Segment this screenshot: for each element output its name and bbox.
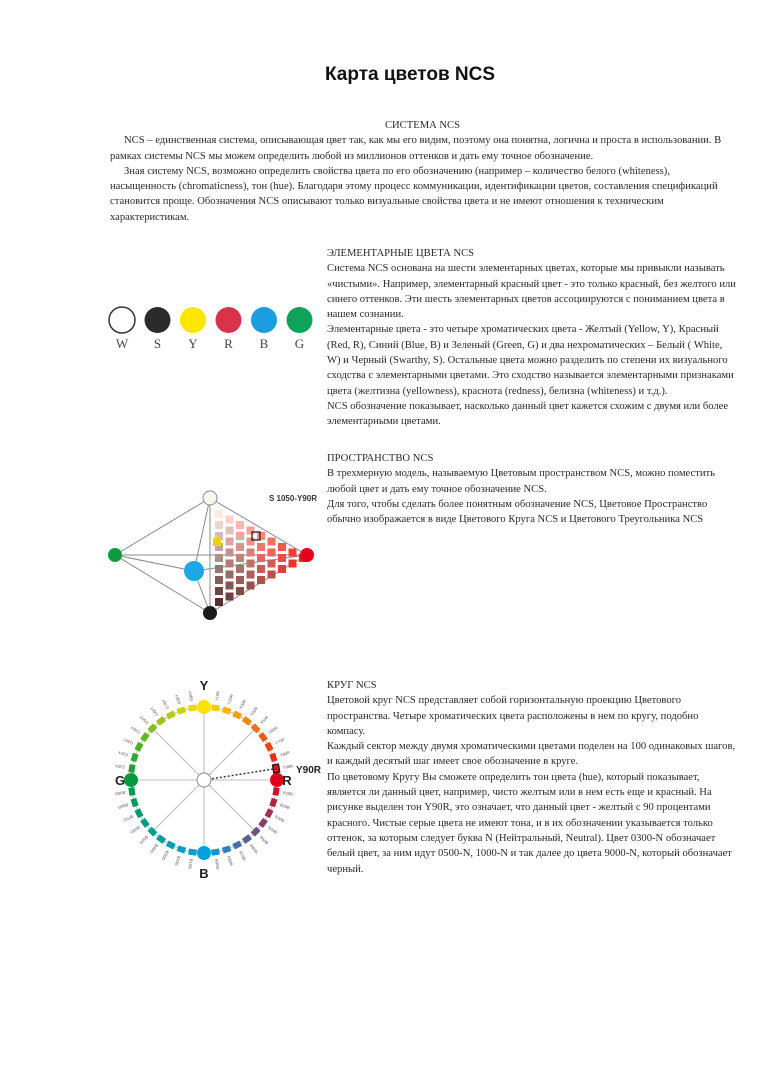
color-sample bbox=[268, 571, 276, 579]
hue-label: R30B bbox=[274, 814, 286, 824]
color-sample bbox=[257, 532, 265, 540]
hue-swatch bbox=[130, 798, 138, 807]
color-sample bbox=[226, 549, 234, 557]
hue-swatch bbox=[177, 706, 186, 714]
swatch-letter: R bbox=[224, 336, 233, 351]
blue-pole bbox=[184, 561, 204, 581]
color-sample bbox=[257, 576, 265, 584]
spoke-line bbox=[152, 780, 204, 832]
color-sample bbox=[236, 554, 244, 562]
color-sample bbox=[257, 543, 265, 551]
hue-label: B30G bbox=[160, 850, 170, 862]
hue-segment bbox=[222, 706, 231, 714]
color-sample bbox=[226, 527, 234, 535]
hue-segment bbox=[134, 808, 143, 818]
highlight-line bbox=[204, 769, 276, 780]
edge-line bbox=[194, 498, 210, 571]
swatch-b bbox=[251, 307, 277, 333]
color-sample bbox=[236, 576, 244, 584]
color-sample bbox=[226, 593, 234, 601]
hue-label: Y10R bbox=[214, 690, 221, 702]
paragraph: NCS – единственная система, описывающая цвет так, как мы его видим, поэтому она понятна, логична и проста в использовании. В рамках системы NCS мы можем определить любой из миллионов оттенков и дать ему точное обозначение. bbox=[110, 135, 722, 162]
hue-label: B60G bbox=[129, 824, 141, 835]
notation-label: S 1050-Y90R bbox=[268, 494, 317, 503]
hue-label: Y90R bbox=[282, 763, 294, 770]
color-sample bbox=[268, 538, 276, 546]
yellow-sample bbox=[213, 538, 221, 546]
swatch-letter: G bbox=[294, 336, 305, 351]
color-sample bbox=[278, 554, 286, 562]
hue-label: B40G bbox=[149, 843, 160, 855]
pole-label: R bbox=[282, 773, 292, 788]
swatch-letter: B bbox=[259, 336, 269, 351]
hue-label: Y50R bbox=[258, 714, 270, 726]
hue-swatch bbox=[211, 704, 220, 711]
hue-segment bbox=[211, 704, 220, 711]
hue-label: R80B bbox=[226, 855, 235, 867]
swatch-letter: S bbox=[153, 336, 162, 351]
spoke-line bbox=[204, 728, 256, 780]
color-sample bbox=[236, 587, 244, 595]
hue-label: R20B bbox=[279, 802, 291, 811]
color-sample bbox=[215, 587, 223, 595]
color-sample bbox=[215, 510, 223, 518]
color-sample bbox=[268, 560, 276, 568]
hue-segment bbox=[130, 753, 138, 762]
pole-g bbox=[124, 773, 138, 787]
hue-swatch bbox=[188, 704, 197, 711]
swatch-letter: Y bbox=[188, 336, 198, 351]
color-sample bbox=[226, 571, 234, 579]
red-pole bbox=[300, 548, 314, 562]
color-sample bbox=[289, 549, 297, 557]
pole-label: B bbox=[199, 866, 209, 880]
hue-segment bbox=[269, 798, 277, 807]
hue-swatch bbox=[265, 742, 274, 752]
hue-label: G50Y bbox=[138, 714, 150, 726]
hue-swatch bbox=[269, 798, 277, 807]
highlight-label: Y90R bbox=[296, 765, 322, 776]
swatch-g bbox=[287, 307, 313, 333]
hue-swatch bbox=[130, 753, 138, 762]
color-sample bbox=[247, 582, 255, 590]
hue-segment bbox=[273, 787, 280, 796]
hue-segment bbox=[134, 742, 143, 752]
green-pole bbox=[108, 548, 122, 562]
color-sample bbox=[236, 532, 244, 540]
hue-label: G30Y bbox=[122, 736, 134, 746]
section-elementary bbox=[115, 246, 737, 451]
hue-label: G70Y bbox=[160, 698, 170, 710]
color-sample bbox=[247, 560, 255, 568]
color-sample bbox=[226, 538, 234, 546]
hue-label: B90G bbox=[114, 790, 126, 797]
hue-swatch bbox=[222, 845, 231, 853]
paragraph: Зная систему NCS, возможно определить свойства цвета по его обозначению (например – количество белого (whiteness), насыщенность (chromaticness), тон (hue). Благодаря этому процесс коммуникации, идентификации цветов, составления спецификаций становится проще. Обозначения NCS описывают только визуальные свойства цвета и не имеют отношения к техническим характеристикам. bbox=[110, 165, 718, 223]
paragraph: Система NCS основана на шести элементарных цветах, которые мы привыкли называть «чистыми». Например, элементарный красный цвет - это только красный, без желтого или синего оттенков. Эти шесть элементарных цветов ассоциируются с пониманием цвета в нашем сознании. bbox=[327, 263, 736, 321]
color-sample bbox=[236, 521, 244, 529]
hue-swatch bbox=[269, 753, 277, 762]
hue-swatch bbox=[134, 808, 143, 818]
color-sample bbox=[215, 565, 223, 573]
hue-swatch bbox=[128, 787, 135, 796]
section-heading: КРУГ NCS bbox=[327, 680, 377, 691]
hue-segment bbox=[130, 798, 138, 807]
hue-label: B80G bbox=[117, 802, 129, 811]
hue-swatch bbox=[188, 849, 197, 856]
color-sample bbox=[226, 560, 234, 568]
section-heading: ПРОСТРАНСТВО NCS bbox=[327, 453, 434, 464]
section-circle bbox=[114, 678, 737, 880]
hue-segment bbox=[232, 710, 242, 719]
hue-label: R50B bbox=[258, 834, 270, 846]
hue-swatch bbox=[265, 808, 274, 818]
section-heading: ЭЛЕМЕНТАРНЫЕ ЦВЕТА NCS bbox=[327, 248, 475, 259]
paragraph: Каждый сектор между двумя хроматическими цветами поделен на 100 одинаковых шагов, и каждый десятый шаг имеет свое обозначение в круге. bbox=[327, 741, 736, 768]
color-sample bbox=[268, 549, 276, 557]
hue-label: B50G bbox=[138, 834, 150, 846]
page-title: Карта цветов NCS bbox=[324, 64, 496, 85]
hue-label: G20Y bbox=[117, 749, 129, 758]
hue-label: Y30R bbox=[238, 698, 248, 710]
swatch-r bbox=[216, 307, 242, 333]
hue-label: B70G bbox=[122, 814, 134, 824]
swatch-s bbox=[145, 307, 171, 333]
hue-label: R60B bbox=[248, 843, 259, 855]
hue-swatch bbox=[232, 841, 242, 850]
hue-swatch bbox=[128, 764, 135, 773]
hue-label: Y20R bbox=[226, 693, 235, 705]
hue-segment bbox=[269, 753, 277, 762]
color-wheel-figure bbox=[105, 680, 327, 880]
hue-label: G90Y bbox=[187, 690, 194, 702]
white-pole bbox=[203, 491, 217, 505]
hue-segment bbox=[128, 787, 135, 796]
neutral-center bbox=[197, 773, 211, 787]
elementary-colors-figure bbox=[105, 304, 325, 354]
hue-label: G40Y bbox=[129, 725, 141, 736]
hue-swatch bbox=[166, 841, 176, 850]
hue-swatch bbox=[222, 706, 231, 714]
pole-label: Y bbox=[199, 680, 209, 693]
hue-swatch bbox=[232, 710, 242, 719]
pole-b bbox=[197, 846, 211, 860]
paragraph: Цветовой круг NCS представляет собой горизонтальную проекцию Цветового пространства. Четыре хроматических цвета расположены в нем по кругу, подобно компасу. bbox=[327, 695, 699, 737]
spoke-line bbox=[152, 728, 204, 780]
hue-segment bbox=[265, 742, 274, 752]
edge-line bbox=[115, 498, 210, 555]
hue-segment bbox=[188, 849, 197, 856]
section-space bbox=[268, 451, 737, 678]
color-sample bbox=[278, 543, 286, 551]
swatch-letter: W bbox=[115, 336, 129, 351]
hue-swatch bbox=[134, 742, 143, 752]
color-space-figure bbox=[105, 482, 325, 627]
hue-label: R40B bbox=[267, 824, 279, 835]
hue-segment bbox=[232, 841, 242, 850]
color-sample bbox=[257, 554, 265, 562]
page-body bbox=[0, 118, 768, 880]
hue-label: G10Y bbox=[114, 763, 126, 770]
hue-label: Y40R bbox=[248, 705, 259, 717]
hue-label: B20G bbox=[173, 855, 182, 867]
color-sample bbox=[236, 565, 244, 573]
paragraph: Элементарные цвета - это четыре хроматических цвета - Желтый (Yellow, Y), Красный (Red, R), Синий (Blue, B) и Зеленый (Green, G) и два нехроматических – Белый ( White, W) и Черный (Swarthy, S). Остальные цвета можно разделить по степени их визуального сходства с элементарными цветами. Это сходство называется элементарными признаками цвета (желтизна (yellowness), краснота (redness), белизна (whiteness) и т.д.). bbox=[327, 324, 734, 397]
swatch-y bbox=[180, 307, 206, 333]
color-sample bbox=[226, 516, 234, 524]
hue-segment bbox=[273, 764, 280, 773]
hue-label: Y80R bbox=[279, 749, 291, 758]
hue-segment bbox=[188, 704, 197, 711]
hue-label: R70B bbox=[238, 850, 248, 862]
hue-swatch bbox=[166, 710, 176, 719]
hue-segment bbox=[177, 845, 186, 853]
color-sample bbox=[247, 527, 255, 535]
section-heading: СИСТЕМА NCS bbox=[384, 120, 461, 131]
color-sample bbox=[289, 560, 297, 568]
edge-line bbox=[115, 555, 194, 571]
hue-label: B10G bbox=[187, 858, 194, 870]
color-sample bbox=[215, 576, 223, 584]
hue-swatch bbox=[273, 787, 280, 796]
hue-segment bbox=[177, 706, 186, 714]
spoke-line bbox=[204, 780, 256, 832]
section-system bbox=[110, 118, 735, 246]
hue-swatch bbox=[211, 849, 220, 856]
hue-segment bbox=[166, 710, 176, 719]
hue-label: R10B bbox=[282, 790, 294, 797]
paragraph: В трехмерную модель, называемую Цветовым пространством NCS, можно поместить любой цвет и дать ему точное обозначение NCS. bbox=[327, 468, 715, 495]
color-sample bbox=[247, 549, 255, 557]
color-sample bbox=[247, 538, 255, 546]
hue-swatch bbox=[177, 845, 186, 853]
color-sample bbox=[247, 571, 255, 579]
color-sample bbox=[226, 582, 234, 590]
paragraph: NCS обозначение показывает, насколько данный цвет кажется схожим с двумя или более элементарными цветами. bbox=[327, 400, 729, 428]
pole-label: G bbox=[114, 773, 126, 788]
hue-label: Y70R bbox=[274, 736, 286, 746]
hue-segment bbox=[211, 849, 220, 856]
color-sample bbox=[215, 598, 223, 606]
swatch-w bbox=[109, 307, 135, 333]
color-sample bbox=[236, 543, 244, 551]
hue-swatch bbox=[273, 764, 280, 773]
hue-label: G80Y bbox=[173, 693, 182, 705]
paragraph: По цветовому Кругу Вы сможете определить тон цвета (hue), который показывает, является ли данный цвет, например, чисто желтым или в нем есть еще и красный. На рисунке выделен тон Y90R, это означает, что данный цвет - желтый с 90 процентами красного. Чистые серые цвета не имеют тона, и в их обозначении указывается только оттенок, за которым следует буква N (Нейтральный, Neutral). Цвет 0300-N обозначает белый цвет, за ним идут 0500-N, 1000-N и так далее до цвета 9000-N, который обозначает черный. bbox=[327, 771, 732, 875]
paragraph: Для того, чтобы сделать более понятным обозначение NCS, Цветовое Пространство обычно изображается в виде Цветового Круга NCS и Цветового Треугольника NCS bbox=[327, 498, 708, 526]
black-pole bbox=[203, 606, 217, 620]
color-sample bbox=[215, 554, 223, 562]
pole-y bbox=[197, 700, 211, 714]
hue-label: G60Y bbox=[149, 705, 160, 717]
color-sample bbox=[257, 565, 265, 573]
color-sample bbox=[278, 565, 286, 573]
color-sample bbox=[215, 521, 223, 529]
hue-label: R90B bbox=[214, 858, 221, 870]
hue-segment bbox=[222, 845, 231, 853]
hue-segment bbox=[128, 764, 135, 773]
hue-segment bbox=[166, 841, 176, 850]
hue-label: Y60R bbox=[267, 725, 279, 736]
hue-segment bbox=[265, 808, 274, 818]
